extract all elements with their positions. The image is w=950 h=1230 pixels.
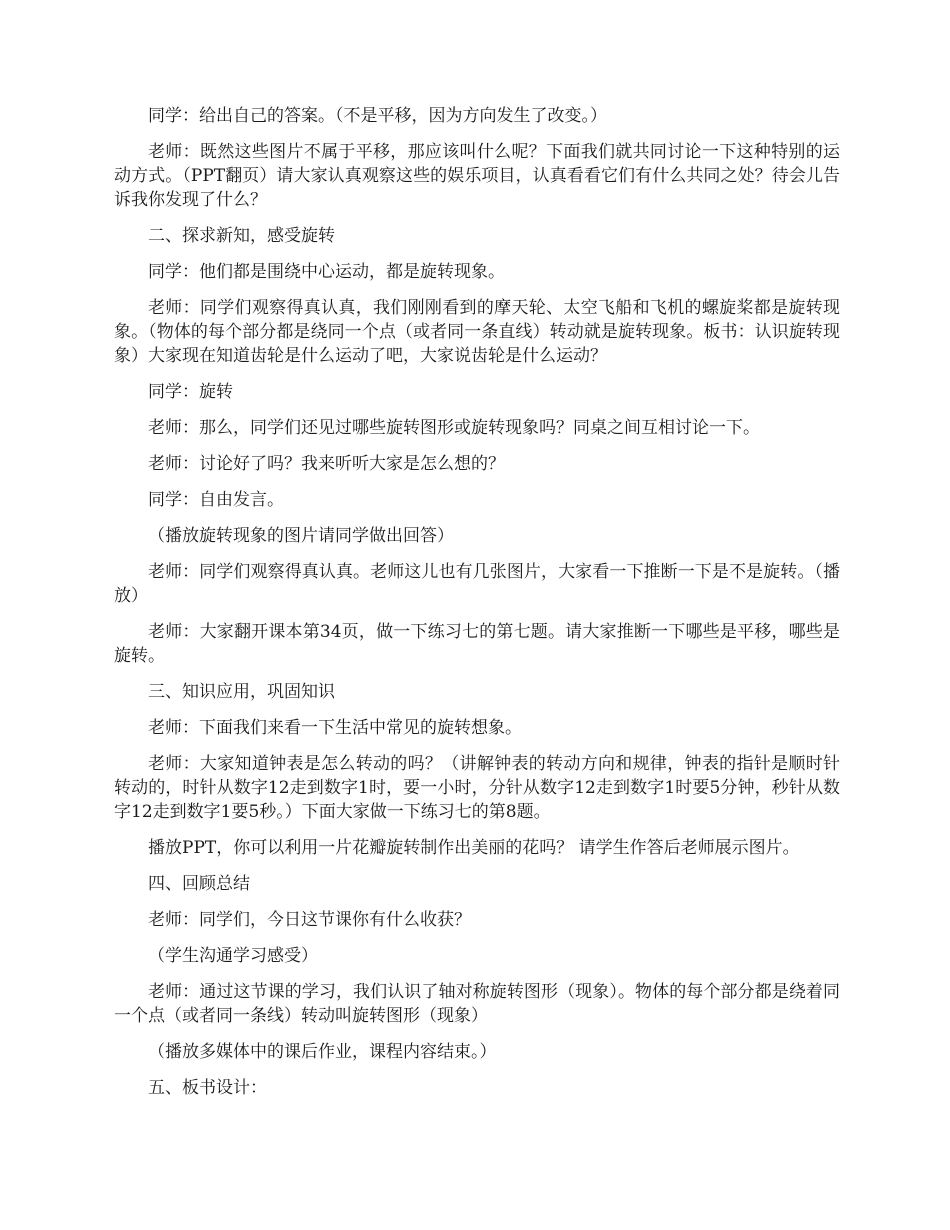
paragraph: 老师：讨论好了吗？我来听听大家是怎么想的？ — [148, 454, 505, 474]
paragraph: 老师：同学们，今日这节课你有什么收获？ — [148, 910, 471, 930]
section-heading: 五、板书设计： — [148, 1078, 267, 1098]
section-heading: 二、探求新知，感受旋转 — [148, 226, 335, 246]
paragraph: 同学：给出自己的答案。（不是平移，因为方向发生了改变。） — [148, 106, 607, 126]
paragraph: （学生沟通学习感受） — [148, 946, 318, 966]
paragraph: 老师：下面我们来看一下生活中常见的旋转想象。 — [148, 718, 522, 738]
section-heading: 四、回顾总结 — [148, 874, 250, 894]
paragraph: （播放旋转现象的图片请同学做出回答） — [148, 526, 454, 546]
paragraph: 老师：大家知道钟表是怎么转动的吗？（讲解钟表的转动方向和规律，钟表的指针是顺时针转动的，时针从数字12走到数字1时，要一小时，分针从数字12走到数字1时要5分钟，秒针从数字12走到数字1要5秒。）下面大家做一下练习七的第8题。 — [114, 754, 840, 822]
paragraph: 同学：他们都是围绕中心运动，都是旋转现象。 — [148, 262, 505, 282]
paragraph: 老师：同学们观察得真认真，我们刚刚看到的摩天轮、太空飞船和飞机的螺旋桨都是旋转现象。（物体的每个部分都是绕同一个点（或者同一条直线）转动就是旋转现象。板书：认识旋转现象）大家现在知道齿轮是什么运动了吧，大家说齿轮是什么运动？ — [114, 298, 840, 366]
paragraph: 同学：旋转 — [148, 382, 233, 402]
document-body — [114, 104, 840, 1112]
paragraph: 老师：那么，同学们还见过哪些旋转图形或旋转现象吗？同桌之间互相讨论一下。 — [148, 418, 760, 438]
paragraph: 老师：同学们观察得真认真。老师这儿也有几张图片，大家看一下推断一下是不是旋转。（播放） — [114, 562, 840, 606]
paragraph: 播放PPT，你可以利用一片花瓣旋转制作出美丽的花吗？ 请学生作答后老师展示图片。 — [148, 838, 800, 858]
paragraph: （播放多媒体中的课后作业，课程内容结束。） — [148, 1042, 497, 1062]
paragraph: 同学：自由发言。 — [148, 490, 284, 510]
paragraph: 老师：大家翻开课本第34页，做一下练习七的第七题。请大家推断一下哪些是平移，哪些是旋转。 — [114, 622, 840, 666]
paragraph: 老师：通过这节课的学习，我们认识了轴对称旋转图形（现象）。物体的每个部分都是绕着同一个点（或者同一条线）转动叫旋转图形（现象） — [114, 982, 840, 1026]
section-heading: 三、知识应用，巩固知识 — [148, 682, 335, 702]
paragraph: 老师：既然这些图片不属于平移，那应该叫什么呢？下面我们就共同讨论一下这种特别的运动方式。（PPT翻页）请大家认真观察这些的娱乐项目，认真看看它们有什么共同之处？待会儿告诉我你发现了什么？ — [114, 142, 840, 210]
